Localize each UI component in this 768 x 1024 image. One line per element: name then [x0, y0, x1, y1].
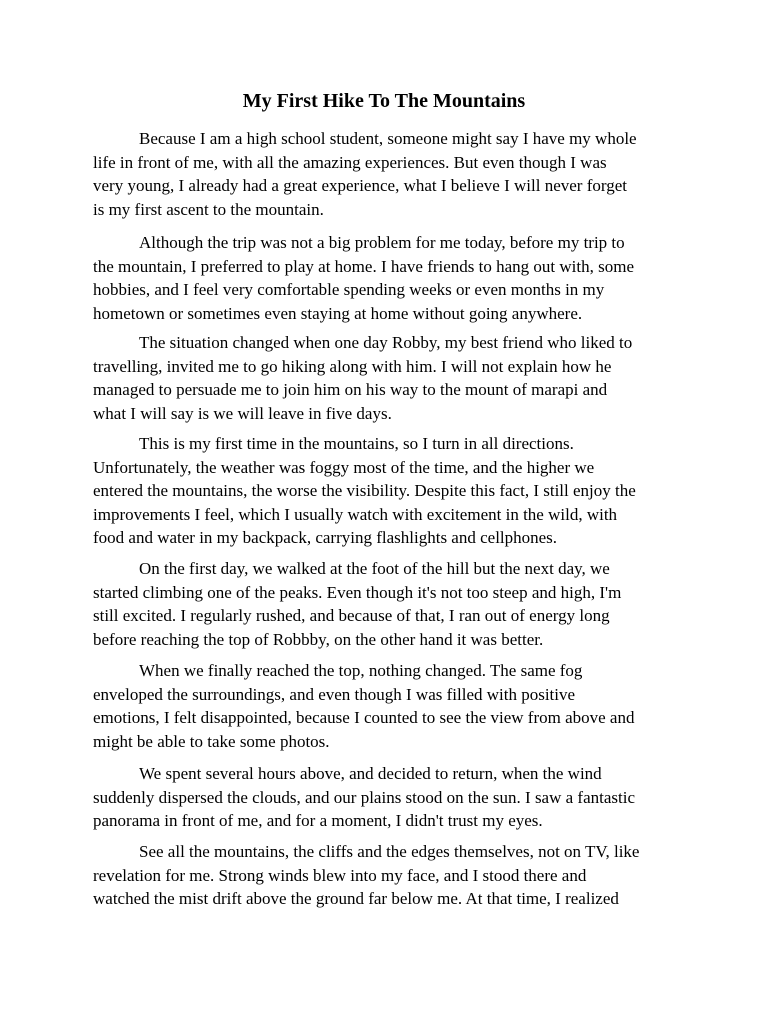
- paragraph-line: emotions, I felt disappointed, because I counted to see the view from above and: [93, 708, 635, 727]
- paragraph-1: [93, 127, 683, 221]
- paragraph-7: [93, 762, 683, 833]
- paragraph-line: still excited. I regularly rushed, and because of that, I ran out of energy long: [93, 606, 610, 625]
- paragraph-line: Unfortunately, the weather was foggy most of the time, and the higher we: [93, 457, 595, 477]
- paragraph-line: before reaching the top of Robbby, on the other hand it was better.: [93, 629, 544, 649]
- paragraph-line: managed to persuade me to join him on his way to the mount of marapi and: [93, 380, 608, 399]
- paragraph-line: revelation for me. Strong winds blew into my face, and I stood there and: [93, 865, 587, 885]
- paragraph-line: See all the mountains, the cliffs and the edges themselves, not on TV, like: [139, 842, 640, 861]
- paragraph-line: enveloped the surroundings, and even though I was filled with positive: [93, 684, 576, 704]
- paragraph-line: improvements I feel, which I usually watch with excitement in the wild, with: [93, 504, 618, 524]
- paragraph-line: hobbies, and I feel very comfortable spending weeks or even months in my: [93, 280, 605, 299]
- paragraph-line: Although the trip was not a big problem for me today, before my trip to: [139, 233, 625, 252]
- paragraph-5: [93, 557, 683, 651]
- paragraph-line: panorama in front of me, and for a moment, I didn't trust my eyes.: [93, 811, 543, 830]
- paragraph-line: life in front of me, with all the amazing experiences. But even though I was: [93, 152, 607, 172]
- paragraph-line: is my first ascent to the mountain.: [93, 199, 324, 219]
- paragraph-line: started climbing one of the peaks. Even though it's not too steep and high, I'm: [93, 582, 622, 602]
- paragraph-line: When we finally reached the top, nothing changed. The same fog: [139, 661, 583, 680]
- paragraph-line: food and water in my backpack, carrying flashlights and cellphones.: [93, 528, 558, 547]
- paragraph-line: hometown or sometimes even staying at home without going anywhere.: [93, 303, 583, 323]
- paragraph-line: The situation changed when one day Robby, my best friend who liked to: [139, 333, 633, 352]
- paragraph-2: [93, 231, 683, 325]
- paragraph-8: [93, 840, 683, 911]
- paragraph-line: very young, I already had a great experience, what I believe I will never forget: [93, 176, 627, 195]
- paragraph-3: [93, 331, 683, 425]
- paragraph-line: travelling, invited me to go hiking along with him. I will not explain how he: [93, 356, 612, 376]
- paragraph-line: On the first day, we walked at the foot of the hill but the next day, we: [139, 559, 610, 578]
- paragraph-line: Because I am a high school student, someone might say I have my whole: [139, 129, 637, 148]
- paragraph-line: what I will say is we will leave in five days.: [93, 403, 392, 423]
- paragraph-line: We spent several hours above, and decided to return, when the wind: [139, 764, 602, 783]
- paragraph-line: might be able to take some photos.: [93, 731, 330, 751]
- paragraph-line: This is my first time in the mountains, so I turn in all directions.: [139, 434, 574, 453]
- paragraph-4: [93, 432, 683, 550]
- paragraph-line: watched the mist drift above the ground far below me. At that time, I realized: [93, 889, 619, 908]
- document-title: My First Hike To The Mountains: [242, 90, 526, 112]
- paragraph-6: [93, 659, 683, 753]
- paragraph-line: the mountain, I preferred to play at home. I have friends to hang out with, some: [93, 256, 635, 276]
- paragraph-line: suddenly dispersed the clouds, and our plains stood on the sun. I saw a fantastic: [93, 787, 636, 807]
- paragraph-line: entered the mountains, the worse the visibility. Despite this fact, I still enjoy the: [93, 481, 636, 500]
